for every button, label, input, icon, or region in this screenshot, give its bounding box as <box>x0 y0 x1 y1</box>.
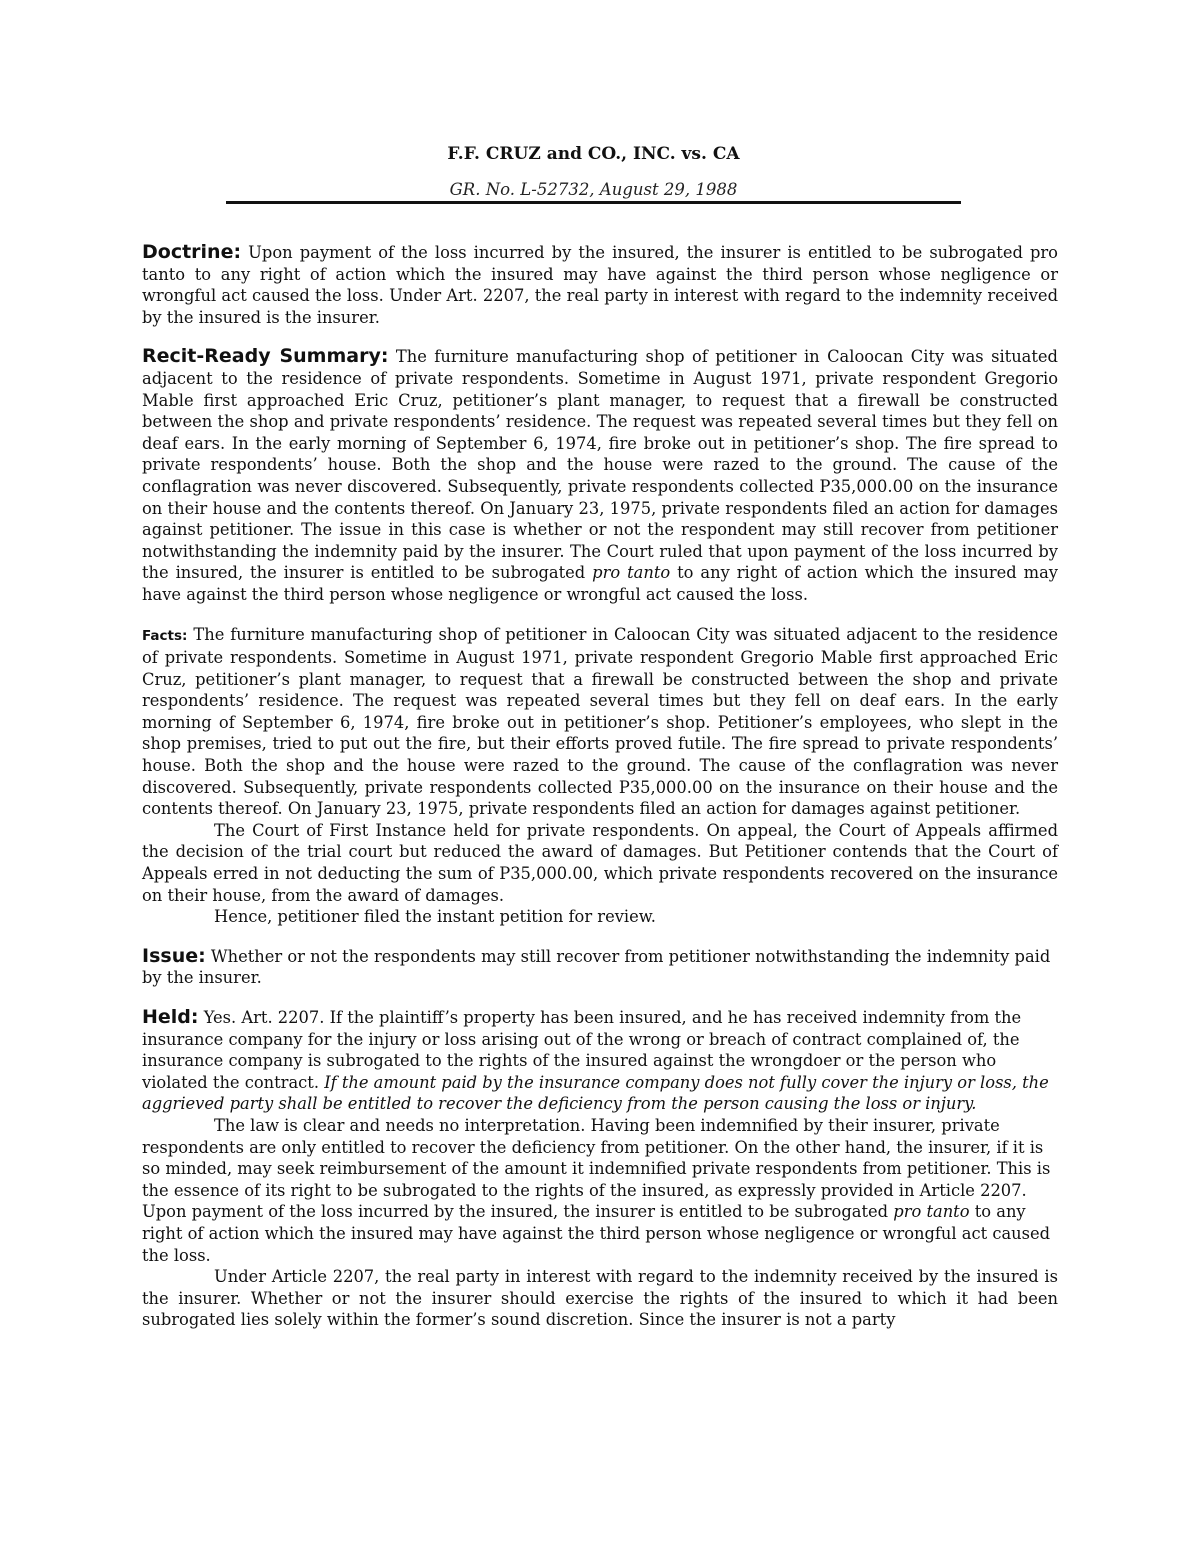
summary-italic: pro tanto <box>592 563 671 583</box>
issue-label: Issue: <box>142 944 206 967</box>
summary-text-a: The furniture manufacturing shop of petitioner in Caloocan City was situated adjacent to the residence of private respondents. Sometime in August 1971, private respondent Gregorio Mable first approached Eric Cruz, petitioner’s plant manager, to request that a firewall be constructed between the shop and private respondents’ residence. The request was repeated several times but they fell on deaf ears. In the early morning of September 6, 1974, fire broke out in petitioner’s shop. The fire spread to private respondents’ house. Both the shop and the house were razed to the ground. The cause of the conflagration was never discovered. Subsequently, private respondents collected P35,000.00 on the insurance on their house and the contents thereof. On January 23, 1975, private respondents filed an action for damages against petitioner. The issue in this case is whether or not the respondent may still recover from petitioner notwithstanding the indemnity paid by the insurer. The Court ruled that upon payment of the loss incurred by the insured, the insurer is entitled to be subrogated <box>142 347 1058 583</box>
issue-text: Whether or not the respondents may still recover from petitioner notwithstanding the indemnity paid by the insurer. <box>142 946 1051 988</box>
issue-section <box>142 946 1058 989</box>
document-body <box>142 242 1058 1331</box>
facts-paragraph-2: The Court of First Instance held for private respondents. On appeal, the Court of Appeals affirmed the decision of the trial court but reduced the award of damages. But Petitioner contends that the Court of Appeals erred in not deducting the sum of P35,000.00, which private respondents recovered on the insurance on their house, from the award of damages. <box>142 820 1058 905</box>
case-title: F.F. CRUZ and CO., INC. vs. CA <box>447 144 740 164</box>
case-header <box>226 140 961 202</box>
held-text: Yes. Art. 2207. If the plaintiff’s property has been insured, and he has received indemnity from the insurance company for the injury or loss arising out of the wrong or breach of contract complained of, the insurance company is subrogated to the rights of the insured against the wrongdoer or the person who violated the contract. <box>142 1008 1022 1092</box>
facts-paragraph-3: Hence, petitioner filed the instant petition for review. <box>214 907 656 927</box>
header-rule <box>226 201 961 204</box>
held-p2-text-b: to any right of action which the insured may have against the third person whose negligence or wrongful act caused the loss. <box>142 1202 1051 1265</box>
held-p2-italic: pro tanto <box>893 1202 970 1222</box>
doctrine-section <box>142 242 1058 328</box>
facts-paragraph-1: The furniture manufacturing shop of petitioner in Caloocan City was situated adjacent to the residence of private respondents. Sometime in August 1971, private respondent Gregorio Mable first approached Eric Cruz, petitioner’s plant manager, to request that a firewall be constructed between the shop and private respondents’ residence. The request was repeated several times but they fell on deaf ears. In the early morning of September 6, 1974, fire broke out in petitioner’s shop. Petitioner’s employees, who slept in the shop premises, tried to put out the fire, but their efforts proved futile. The fire spread to private respondents’ house. Both the shop and the house were razed to the ground. The cause of the conflagration was never discovered. Subsequently, private respondents collected P35,000.00 on the insurance on their house and the contents thereof. On January 23, 1975, private respondents filed an action for damages against petitioner. <box>142 624 1058 819</box>
held-paragraph-3: Under Article 2207, the real party in interest with regard to the indemnity received by the insured is the insurer. Whether or not the insurer should exercise the rights of the insured to which it had been subrogated lies solely within the former’s sound discretion. Since the insurer is not a party <box>142 1267 1058 1330</box>
facts-label: Facts: <box>142 627 188 644</box>
summary-label: Recit-Ready Summary: <box>142 345 389 368</box>
held-paragraph-2 <box>142 1115 1058 1266</box>
summary-text-b: to any right of action which the insured may have against the third person whose negligence or wrongful act caused the loss. <box>142 563 1058 604</box>
case-citation: GR. No. L-52732, August 29, 1988 <box>449 180 738 199</box>
held-label: Held: <box>142 1006 199 1028</box>
held-quoted-italic: If the amount paid by the insurance company does not fully cover the injury or loss, the aggrieved party shall be entitled to recover the deficiency from the person causing the loss or injury. <box>142 1072 1049 1114</box>
held-section <box>142 1007 1058 1115</box>
summary-section <box>142 346 1058 605</box>
held-p2-text-a: The law is clear and needs no interpretation. Having been indemnified by their insurer, private respondents are only entitled to recover the deficiency from petitioner. On the other hand, the insurer, if it is so minded, may seek reimbursement of the amount it indemnified private respondents from petitioner. This is the essence of its right to be subrogated to the rights of the insured, as expressly provided in Article 2207. Upon payment of the loss incurred by the insured, the insurer is entitled to be subrogated <box>142 1115 1051 1222</box>
doctrine-label: Doctrine: <box>142 241 242 263</box>
doctrine-text: Upon payment of the loss incurred by the insured, the insurer is entitled to be subrogated pro tanto to any right of action which the insured may have against the third person whose negligence or wrongful act caused the loss. Under Art. 2207, the real party in interest with regard to the indemnity received by the insured is the insurer. <box>142 243 1058 327</box>
facts-section <box>142 624 1058 820</box>
